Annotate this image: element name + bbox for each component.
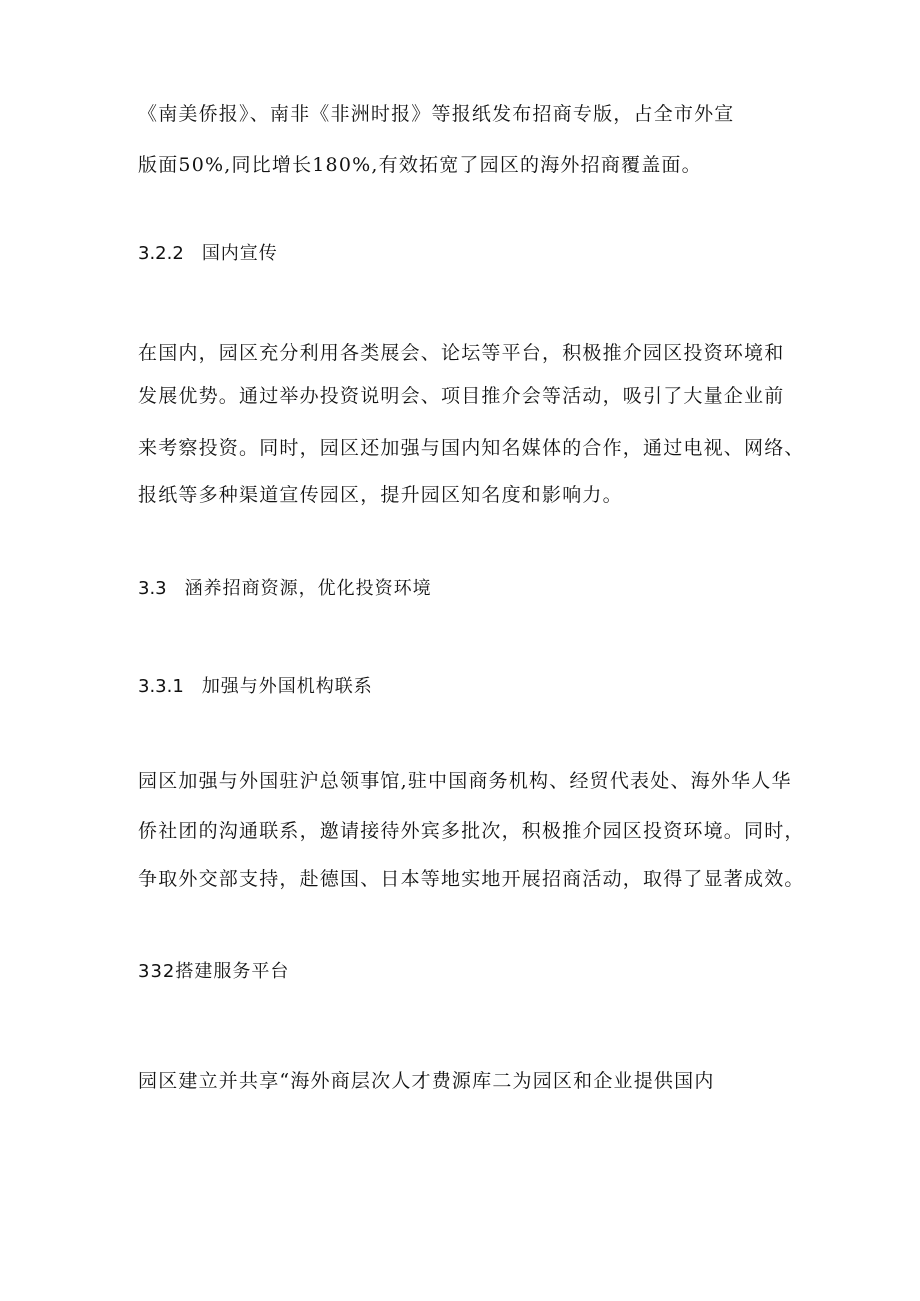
section-number: 3.2.2 <box>138 243 184 264</box>
paragraph-line: 在国内，园区充分利用各类展会、论坛等平台，积极推介园区投资环境和 <box>138 342 785 364</box>
section-number: 3.3 <box>138 578 167 599</box>
section-heading-3-3 <box>138 576 432 602</box>
paragraph-line: 发展优势。通过举办投资说明会、项目推介会等活动，吸引了大量企业前 <box>138 385 785 407</box>
section-heading-3-3-2: 332搭建服务平台 <box>138 961 290 982</box>
paragraph-line: 侨社团的沟通联系，邀请接待外宾多批次，积极推介园区投资环境。同时， <box>138 820 805 842</box>
paragraph-line: 园区建立并共享“海外商层次人才费源库二为园区和企业提供国内 <box>138 1070 715 1092</box>
paragraph-line: 《南美侨报》、南非《非洲时报》等报纸发布招商专版，占全市外宣 <box>138 103 735 125</box>
paragraph-line: 报纸等多种渠道宣传园区，提升园区知名度和影响力。 <box>138 484 623 506</box>
section-number: 3.3.1 <box>138 676 184 697</box>
paragraph-line: 版面50%,同比增长180%,有效拓宽了园区的海外招商覆盖面。 <box>138 154 702 176</box>
paragraph-line: 来考察投资。同时，园区还加强与国内知名媒体的合作，通过电视、网络、 <box>138 437 805 459</box>
section-heading-3-3-1 <box>138 674 373 700</box>
paragraph-line: 争取外交部支持，赴德国、日本等地实地开展招商活动，取得了显著成效。 <box>138 868 805 890</box>
section-heading-3-2-2 <box>138 241 278 267</box>
section-title: 加强与外国机构联系 <box>201 676 373 697</box>
section-title: 国内宣传 <box>201 243 278 264</box>
section-title: 涵养招商资源，优化投资环境 <box>184 578 432 599</box>
paragraph-line: 园区加强与外国驻沪总领事馆,驻中国商务机构、经贸代表处、海外华人华 <box>138 770 792 792</box>
